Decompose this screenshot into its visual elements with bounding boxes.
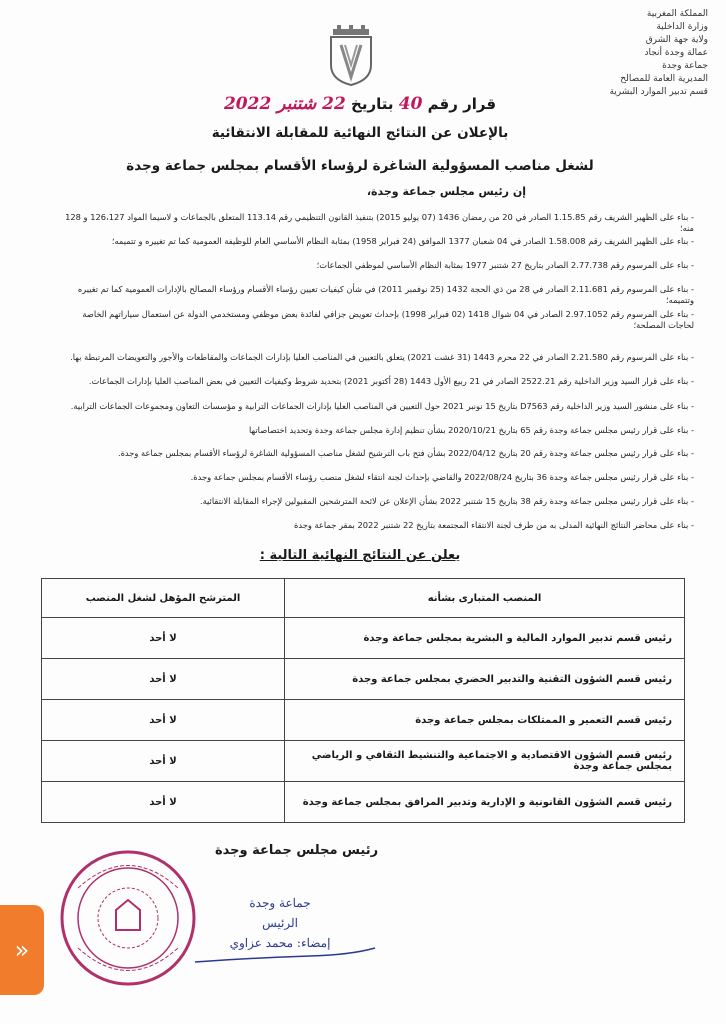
header-line: المديرية العامة للمصالح [620, 74, 708, 84]
municipal-emblem-icon [325, 25, 377, 87]
header-line: ولاية جهة الشرق [645, 35, 708, 45]
signature-line: إمضاء: محمد عزاوي [229, 936, 331, 950]
side-expand-button[interactable] [0, 905, 44, 995]
announce-heading: يعلن عن النتائج النهائية التالية : [259, 548, 461, 563]
candidate-cell: لا أحد [42, 618, 285, 659]
consideration-item: - بناء على الظهير الشريف رقم 1.15.85 الصادر في 20 من رمضان 1436 (07 يوليو 2015) بتنفيذ القانون التنظيمي رقم 113.14 المتعلق بالجماعات و لاسيما المواد 126،127 و 128 منه؛ [65, 212, 694, 233]
header-line: عمالة وجدة أنجاد [644, 48, 708, 58]
table-row [42, 618, 685, 659]
candidate-cell: لا أحد [42, 782, 285, 823]
position-cell: رئيس قسم الشؤون التقنية والتدبير الحضري بمجلس جماعة وجدة [285, 659, 685, 700]
table-header-row [42, 579, 685, 618]
consideration-item: - بناء على المرسوم رقم 2.97.1052 الصادر في 04 شوال 1418 (02 فبراير 1998) بإحداث تعويض جزافي لفائدة بعض موظفي ومستخدمي الدولة عن استعمال سياراتهم الخاصة لحاجات المصلحة؛ [82, 309, 694, 330]
header-line: المملكة المغربية [646, 9, 708, 19]
consideration-item: - بناء على قرار السيد وزير الداخلية رقم 2522.21 الصادر في 21 ربيع الأول 1443 (28 أكتوبر 2021) بتحديد شروط وكيفيات التعيين في بعض المناصب العليا بإدارات الجماعات. [88, 376, 694, 386]
administrative-header [568, 8, 708, 99]
consideration-item: - بناء على المرسوم رقم 2.21.580 الصادر في 22 محرم 1443 (31 غشت 2021) يتعلق بالتعيين في المناصب العليا بإدارات الجماعات والمقاطعات والأجور والتعويضات المرتبطة بها. [70, 352, 694, 362]
consideration-item: - بناء على محاضر النتائج النهائية المدلى به من طرف لجنة الانتقاء المجتمعة بتاريخ 22 شتنبر 2022 بمقر جماعة وجدة [294, 520, 694, 530]
handwritten-signature-icon [190, 930, 380, 970]
candidate-cell: لا أحد [42, 700, 285, 741]
consideration-item: - بناء على منشور السيد وزير الداخلية رقم D7563 بتاريخ 15 نونبر 2021 حول التعيين في المناصب العليا بإدارات الجماعات الترابية و مؤسسات التعاون ومجموعات الجماعات الترابية. [70, 401, 694, 411]
consideration-item: - بناء على قرار رئيس مجلس جماعة وجدة رقم 20 بتاريخ 2022/04/12 بشأن فتح باب الترشيح لشغل مناصب المسؤولية الشاغرة لرؤساء الأقسام بمجلس جماعة وجدة. [117, 448, 694, 458]
signature-line: الرئيس [262, 916, 298, 930]
consideration-item: - بناء على قرار رئيس مجلس جماعة وجدة رقم 65 بتاريخ 2020/10/21 بشأن تنظيم إدارة مجلس جماعة وجدة وتحديد اختصاصاتها [249, 425, 694, 435]
consideration-item: - بناء على قرار رئيس مجلس جماعة وجدة 36 بتاريخ 2022/08/24 والقاضي بإحداث لجنة انتقاء لشغل منصب رؤساء الأقسام بمجلس جماعة وجدة. [190, 472, 694, 482]
decision-date-label: بتاريخ [351, 95, 394, 113]
consideration-item: - بناء على الظهير الشريف رقم 1.58.008 الصادر في 04 شعبان 1377 الموافق (24 فبراير 1958) بمثابة النظام الأساسي العام للوظيفة العمومية كما تم تغييره و تتميمه؛ [111, 236, 694, 246]
signature-line: جماعة وجدة [249, 896, 311, 910]
table-row [42, 741, 685, 782]
double-chevron-icon: » [14, 936, 30, 964]
decision-number: 40 [398, 94, 423, 114]
title-positions: لشغل مناصب المسؤولية الشاغرة لرؤساء الأقسام بمجلس جماعة وجدة [126, 158, 594, 174]
header-line: جماعة وجدة [662, 61, 708, 71]
table-row [42, 659, 685, 700]
title-announce: بالإعلان عن النتائج النهائية للمقابلة الانتقائية [211, 125, 509, 141]
intro-line: إن رئيس مجلس جماعة وجدة، [366, 185, 526, 198]
consideration-item: - بناء على المرسوم رقم 2.11.681 الصادر في 28 من ذي الحجة 1432 (25 نوفمبر 2011) في شأن كيفيات تعيين رؤساء الأقسام ورؤساء المصالح بالإدارات العمومية كما تم تغييره وتتميمه؛ [77, 284, 694, 305]
decision-label: قرار رقم [427, 95, 497, 113]
header-line: قسم تدبير الموارد البشرية [609, 87, 708, 97]
decision-line [150, 94, 570, 114]
consideration-item: - بناء على قرار رئيس مجلس جماعة وجدة رقم 38 بتاريخ 15 شتنبر 2022 بشأن الإعلان عن لائحة المترشحين المقبولين لإجراء المقابلة الانتقائية. [199, 496, 694, 506]
signature-title: رئيس مجلس جماعة وجدة [215, 843, 379, 858]
table-row [42, 782, 685, 823]
position-cell: رئيس قسم الشؤون الاقتصادية و الاجتماعية والتنشيط الثقافي و الرياضي بمجلس جماعة وجدة [285, 741, 685, 782]
results-table [41, 578, 685, 823]
position-cell: رئيس قسم تدبير الموارد المالية و البشرية بمجلس جماعة وجدة [285, 618, 685, 659]
official-stamp-icon [58, 848, 198, 988]
position-cell: رئيس قسم التعمير و الممتلكات بمجلس جماعة وجدة [285, 700, 685, 741]
position-cell: رئيس قسم الشؤون القانونية و الإدارية وتدبير المرافق بمجلس جماعة وجدة [285, 782, 685, 823]
candidate-cell: لا أحد [42, 659, 285, 700]
candidate-cell: لا أحد [42, 741, 285, 782]
decision-date: 22 شتنبر 2022 [223, 94, 346, 114]
column-header-position: المنصب المتبارى بشأنه [285, 579, 685, 618]
consideration-item: - بناء على المرسوم رقم 2.77.738 الصادر بتاريخ 27 شتنبر 1977 بمثابة النظام الأساسي لموظفي الجماعات؛ [316, 260, 694, 270]
header-line: وزارة الداخلية [656, 22, 708, 32]
table-row [42, 700, 685, 741]
column-header-candidate: المترشح المؤهل لشغل المنصب [42, 579, 285, 618]
